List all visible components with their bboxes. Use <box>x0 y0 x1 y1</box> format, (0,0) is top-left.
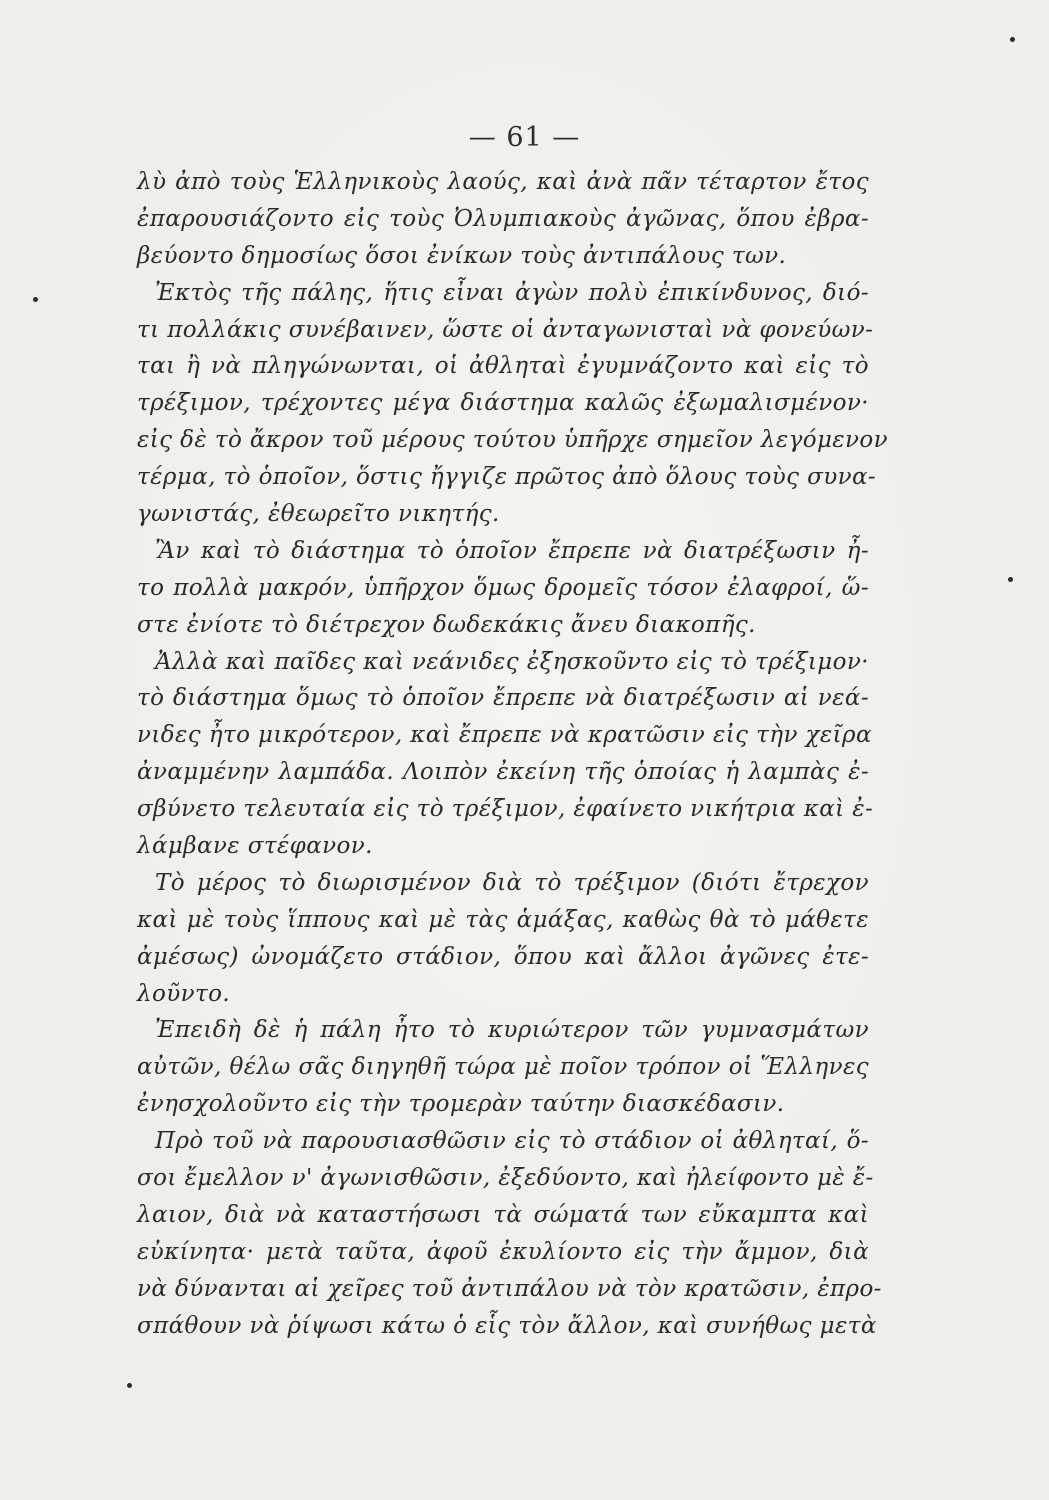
text-line: Ἂν καὶ τὸ διάστημα τὸ ὁποῖον ἔπρεπε νὰ διατρέξωσιν ἦ- <box>155 537 869 564</box>
text-line: Πρὸ τοῦ νὰ παρουσιασθῶσιν εἰς τὸ στάδιον οἱ ἀθληταί, ὅ- <box>155 1128 869 1155</box>
ink-speck <box>1008 577 1013 582</box>
text-line: σπάθουν νὰ ῥίψωσι κάτω ὁ εἷς τὸν ἄλλον, καὶ συνήθως μετὰ <box>137 1312 877 1339</box>
text-line: νιδες ἦτο μικρότερον, καὶ ἔπρεπε νὰ κρατῶσιν εἰς τὴν χεῖρα <box>137 722 872 749</box>
text-line: λοῦντο. <box>137 980 231 1007</box>
text-line: τρέξιμον, τρέχοντες μέγα διάστημα καλῶς ἐξωμαλισμένον· <box>137 390 869 417</box>
page-number: — 61 — <box>468 122 581 153</box>
text-line: εὐκίνητα· μετὰ ταῦτα, ἀφοῦ ἐκυλίοντο εἰς τὴν ἄμμον, διὰ <box>137 1238 869 1265</box>
text-line: Ἐπειδὴ δὲ ἡ πάλη ἦτο τὸ κυριώτερον τῶν γυμνασμάτων <box>155 1017 869 1044</box>
text-line: Ἐκτὸς τῆς πάλης, ἥτις εἶναι ἀγὼν πολὺ ἐπικίνδυνος, διό- <box>155 279 869 306</box>
text-line: τι πολλάκις συνέβαινεν, ὥστε οἱ ἀνταγωνισταὶ νὰ φονεύων- <box>137 316 874 343</box>
text-line: βεύοντο δημοσίως ὅσοι ἐνίκων τοὺς ἀντιπάλους των. <box>137 242 787 269</box>
text-line: ἐνησχολοῦντο εἰς τὴν τρομερὰν ταύτην διασκέδασιν. <box>137 1091 785 1118</box>
text-line: λαιον, διὰ νὰ καταστήσωσι τὰ σώματά των εὔκαμπτα καὶ <box>137 1201 869 1228</box>
body-text <box>137 164 889 1345</box>
text-line: Τὸ μέρος τὸ διωρισμένον διὰ τὸ τρέξιμον (διότι ἔτρεχον <box>155 869 869 896</box>
ink-speck <box>1010 37 1015 42</box>
text-line: ἀναμμένην λαμπάδα. Λοιπὸν ἐκείνη τῆς ὁποίας ἡ λαμπὰς ἐ- <box>137 759 869 786</box>
text-line: αὐτῶν, θέλω σᾶς διηγηθῆ τώρα μὲ ποῖον τρόπον οἱ Ἕλληνες <box>137 1054 869 1081</box>
text-line: το πολλὰ μακρόν, ὑπῆρχον ὅμως δρομεῖς τόσον ἐλαφροί, ὥ- <box>137 574 869 601</box>
text-line: σβύνετο τελευταία εἰς τὸ τρέξιμον, ἐφαίνετο νικήτρια καὶ ἐ- <box>137 796 874 823</box>
text-line: νὰ δύνανται αἱ χεῖρες τοῦ ἀντιπάλου νὰ τὸν κρατῶσιν, ἐπρο- <box>137 1275 882 1302</box>
text-line: τὸ διάστημα ὅμως τὸ ὁποῖον ἔπρεπε νὰ διατρέξωσιν αἱ νεά- <box>137 685 869 712</box>
ink-speck <box>127 1383 132 1388</box>
text-line: Ἀλλὰ καὶ παῖδες καὶ νεάνιδες ἐξησκοῦντο εἰς τὸ τρέξιμον· <box>155 648 869 675</box>
text-line: εἰς δὲ τὸ ἄκρον τοῦ μέρους τούτου ὑπῆρχε σημεῖον λεγόμενον <box>137 427 889 454</box>
ink-speck <box>33 297 38 302</box>
text-line: σοι ἔμελλον ν' ἀγωνισθῶσιν, ἐξεδύοντο, καὶ ἠλείφοντο μὲ ἔ- <box>137 1165 874 1192</box>
text-line: λάμβανε στέφανον. <box>137 833 373 860</box>
text-line: στε ἐνίοτε τὸ διέτρεχον δωδεκάκις ἄνευ διακοπῆς. <box>137 611 756 638</box>
text-line: λὺ ἀπὸ τοὺς Ἑλληνικοὺς λαούς, καὶ ἀνὰ πᾶν τέταρτον ἔτος <box>137 169 869 195</box>
text-line: ται ἢ νὰ πληγώνωνται, οἱ ἀθληταὶ ἐγυμνάζοντο καὶ εἰς τὸ <box>137 353 869 380</box>
text-line: ἀμέσως) ὠνομάζετο στάδιον, ὅπου καὶ ἄλλοι ἀγῶνες ἐτε- <box>137 943 869 970</box>
text-line: τέρμα, τὸ ὁποῖον, ὅστις ἤγγιζε πρῶτος ἀπὸ ὅλους τοὺς συνα- <box>137 464 877 491</box>
text-line: καὶ μὲ τοὺς ἵππους καὶ μὲ τὰς ἁμάξας, καθὼς θὰ τὸ μάθετε <box>137 906 869 933</box>
text-line: ἐπαρουσιάζοντο εἰς τοὺς Ὀλυμπιακοὺς ἀγῶνας, ὅπου ἐβρα- <box>137 205 869 232</box>
text-line: γωνιστάς, ἐθεωρεῖτο νικητής. <box>137 501 500 528</box>
